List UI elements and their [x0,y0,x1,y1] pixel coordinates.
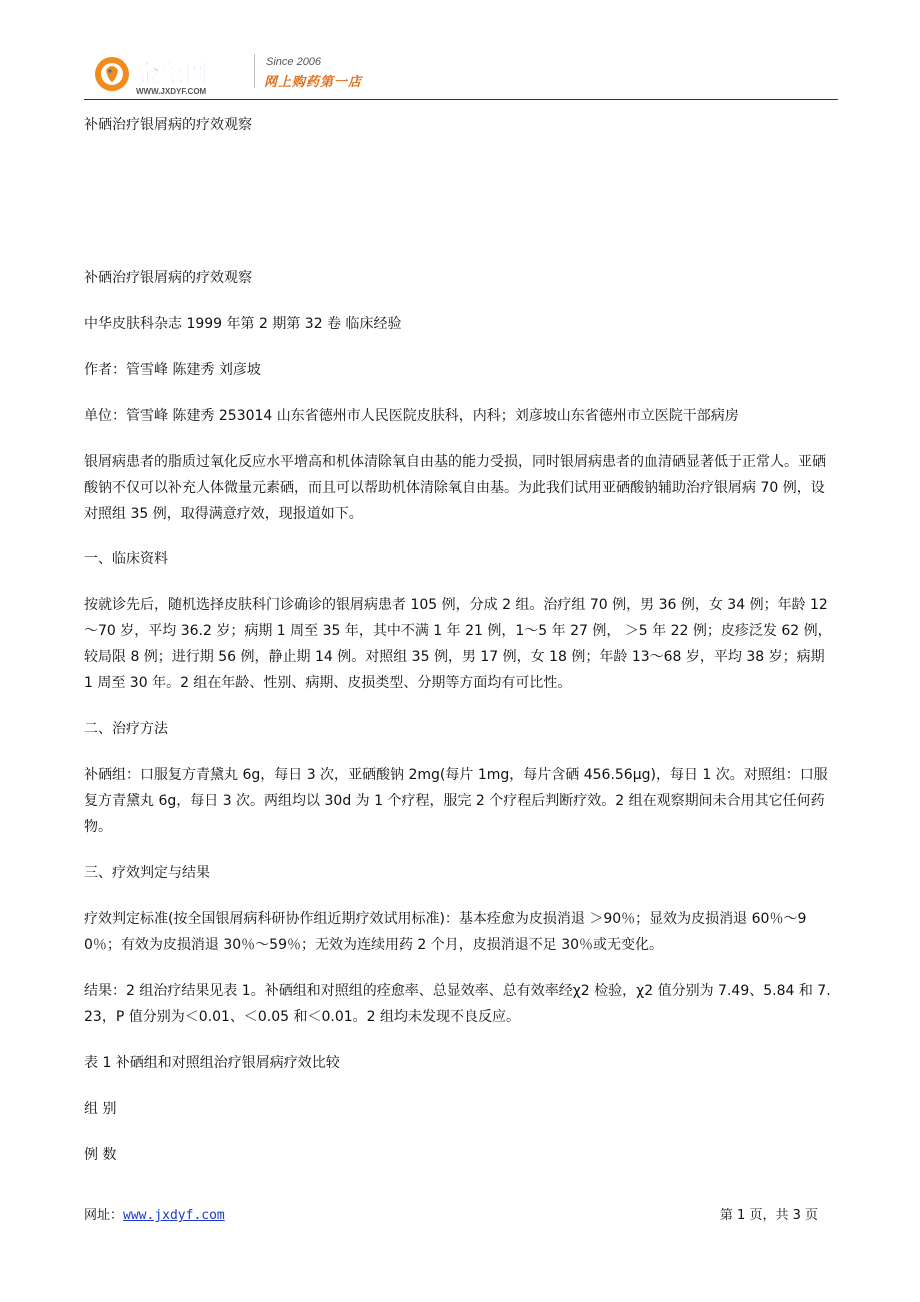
intro-paragraph: 银屑病患者的脂质过氧化反应水平增高和机体清除氧自由基的能力受损，同时银屑病患者的血清硒显著低于正常人。亚硒酸钠不仅可以补充人体微量元素硒，而且可以帮助机体清除氧自由基。为此我们试用亚硒酸钠辅助治疗银屑病 70 例，设对照组 35 例，取得满意疗效，现报道如下。 [84,454,826,522]
article-title: 补硒治疗银屑病的疗效观察 [84,270,252,286]
site-header [84,44,838,100]
header-divider [84,99,838,100]
footer-url-link[interactable]: www.jxdyf.com [123,1208,225,1223]
document-body [84,112,836,1168]
logo-divider [254,54,255,88]
table-caption: 表 1 补硒组和对照组治疗银屑病疗效比较 [84,1055,340,1071]
article-affiliation: 单位：管雪峰 陈建秀 253014 山东省德州市人民医院皮肤科，内科；刘彦坡山东省德州市立医院干部病房 [84,408,739,424]
logo-text: 金象网 [136,60,208,88]
table-header-count: 例 数 [84,1147,117,1163]
section1-heading: 一、临床资料 [84,551,168,567]
article-source: 中华皮肤科杂志 1999 年第 2 期第 32 卷 临床经验 [84,316,402,332]
page-footer [84,1204,818,1228]
page-number: 第 1 页，共 3 页 [719,1208,818,1223]
top-title: 补硒治疗银屑病的疗效观察 [84,117,252,133]
since-text: Since 2006 [266,56,322,68]
article-authors: 作者：管雪峰 陈建秀 刘彦坡 [84,362,261,378]
logo-url-text: WWW.JXDYF.COM [136,87,207,96]
slogan-text: 网上购药第一店 [264,75,363,90]
table-header-group: 组 别 [84,1101,117,1117]
section3-heading: 三、疗效判定与结果 [84,865,210,881]
section1-paragraph: 按就诊先后，随机选择皮肤科门诊确诊的银屑病患者 105 例，分成 2 组。治疗组 70 例，男 36 例，女 34 例；年龄 12～70 岁，平均 36.2 岁；病期 1 周至 35 年，其中不满 1 年 21 例，1～5 年 27 例， ＞5 年 22 例；皮疹泛发 62 例，较局限 8 例；进行期 56 例，静止期 14 例。对照组 35 例，男 17 例，女 18 例；年龄 13～68 岁，平均 38 岁；病期 1 周至 30 年。2 组在年龄、性别、病期、皮损类型、分期等方面均有可比性。 [84,597,832,691]
criteria-paragraph: 疗效判定标准(按全国银屑病科研协作组近期疗效试用标准)：基本痊愈为皮损消退 ＞90％；显效为皮损消退 60％～90％；有效为皮损消退 30％～59％；无效为连续用药 2 个月，皮损消退不足 30％或无变化。 [84,911,807,953]
footer-url-block [84,1204,225,1223]
section2-heading: 二、治疗方法 [84,721,168,737]
results-paragraph: 结果：2 组治疗结果见表 1。补硒组和对照组的痊愈率、总显效率、总有效率经χ2 检验，χ2 值分别为 7.49、5.84 和 7.23，P 值分别为＜0.01、＜0.05 和＜0.01。2 组均未发现不良反应。 [84,983,831,1025]
site-logo[interactable] [92,52,242,96]
section2-paragraph: 补硒组：口服复方青黛丸 6g，每日 3 次，亚硒酸钠 2mg(每片 1mg，每片含硒 456.56μg)，每日 1 次。对照组：口服复方青黛丸 6g，每日 3 次。两组均以 30d 为 1 个疗程，服完 2 个疗程后判断疗效。2 组在观察期间未合用其它任何药物。 [84,767,828,835]
footer-url-label: 网址： [84,1208,124,1223]
